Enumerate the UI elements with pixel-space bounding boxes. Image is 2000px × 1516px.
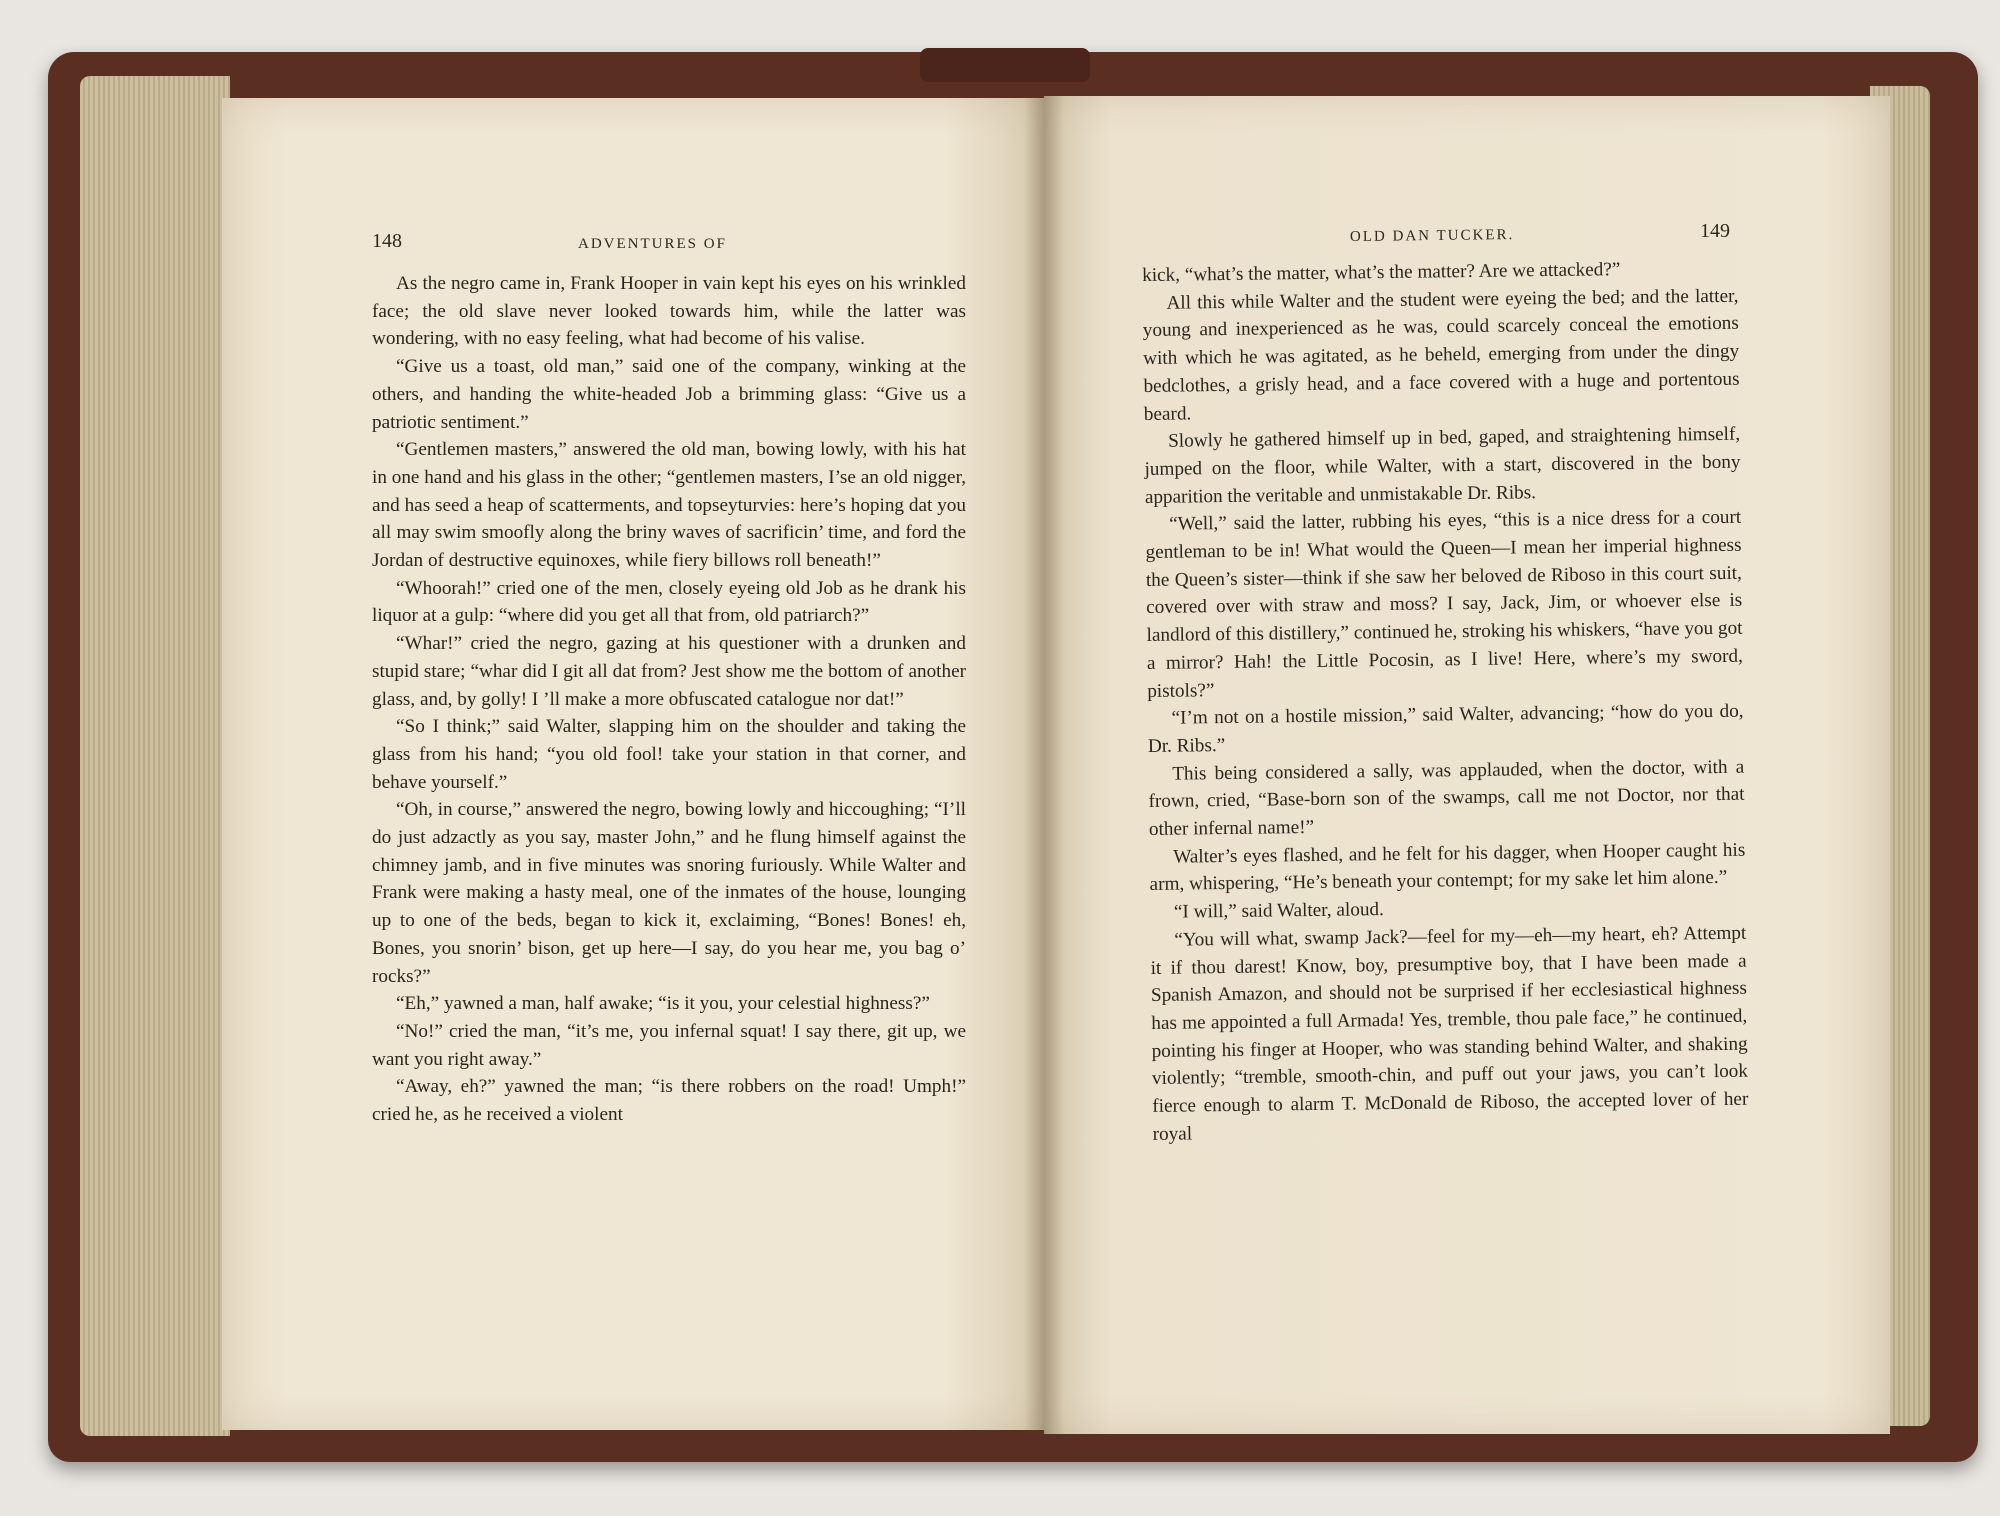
paragraph: kick, “what’s the matter, what’s the matter? Are we attacked?” xyxy=(1142,259,1621,286)
right-page-number: 149 xyxy=(1700,220,1730,242)
paragraph: “Gentlemen masters,” answered the old man, bowing lowly, with his hat in one hand and his glass in the other; “gentlemen masters, I’se an old nigger, and has seed a heap of scatterments, and topseyturvies: here’s hoping dat you all may swim smoofly along the briny waves of sacrificin’ time, and ford the Jordan of destructive equinoxes, while fiery billows roll beneath!” xyxy=(372,439,966,572)
left-running-head: ADVENTURES OF xyxy=(578,236,727,252)
paragraph: “Away, eh?” yawned the man; “is there robbers on the road! Umph!” cried he, as he received a violent xyxy=(372,1076,966,1126)
paragraph: Walter’s eyes flashed, and he felt for his dagger, when Hooper caught his arm, whispering, “He’s beneath your contempt; for my sake let him alone.” xyxy=(1149,839,1746,896)
left-page-number: 148 xyxy=(372,230,402,252)
paragraph: “I will,” said Walter, aloud. xyxy=(1173,899,1384,923)
spine-headband xyxy=(920,48,1090,82)
paragraph: Slowly he gathered himself up in bed, gaped, and straightening himself, jumped on the floor, while Walter, with a start, discovered in the bony apparition the veritable and unmistakable Dr. Ribs. xyxy=(1144,423,1741,508)
paragraph: This being considered a sally, was applauded, when the doctor, with a frown, cried, “Base-born son of the swamps, call me not Doctor, nor that other infernal name!” xyxy=(1148,756,1745,841)
left-page-text xyxy=(372,270,966,1129)
left-page-edges xyxy=(80,76,230,1436)
paragraph: “Well,” said the latter, rubbing his eyes, “this is a nice dress for a court gentleman to be in! What would the Queen—I mean her imperial highness the Queen’s sister—think if she saw her beloved de Riboso in this court suit, covered over with straw and moss? I say, Jack, Jim, or whoever else is landlord of this distillery,” continued he, stroking his whiskers, “have you got a mirror? Hah! the Little Pocosin, as I live! Here, where’s my sword, pistols?” xyxy=(1145,507,1743,702)
paragraph: “No!” cried the man, “it’s me, you infernal squat! I say there, git up, we want you right away.” xyxy=(372,1020,966,1070)
right-page-text xyxy=(1142,255,1749,1149)
paragraph: “So I think;” said Walter, slapping him on the shoulder and taking the glass from his hand; “you old fool! take your station in that corner, and behave yourself.” xyxy=(372,716,966,793)
paragraph: “I’m not on a hostile mission,” said Walter, advancing; “how do you do, Dr. Ribs.” xyxy=(1147,700,1744,757)
paragraph: “Oh, in course,” answered the negro, bowing lowly and hiccoughing; “I’ll do just adzactly as you say, master John,” and he flung himself against the chimney jamb, and in five minutes was snoring furiously. While Walter and Frank were making a hasty meal, one of the inmates of the house, lounging up to one of the beds, began to kick it, exclaiming, “Bones! Bones! eh, Bones, you snorin’ bison, get up here—I say, do you hear me, you bag o’ rocks?” xyxy=(372,799,966,987)
paragraph: All this while Walter and the student were eyeing the bed; and the latter, young and inexperienced as he was, could scarcely conceal the emotions with which he was agitated, as he beheld, emerging from under the dingy bedclothes, a grisly head, and a face covered with a huge and portentous beard. xyxy=(1142,285,1740,425)
book-gutter xyxy=(1024,96,1064,1436)
paragraph: As the negro came in, Frank Hooper in vain kept his eyes on his wrinkled face; the old slave never looked towards him, while the latter was wondering, with no easy feeling, what had become of his valise. xyxy=(372,273,966,350)
paragraph: “You will what, swamp Jack?—feel for my—eh—my heart, eh? Attempt it if thou darest! Know, boy, presumptive boy, that I have been made a Spanish Amazon, and should not be surprised if her ecclesiastical highness has me appointed a full Armada! Yes, tremble, thou pale face,” he continued, pointing his finger at Hooper, who was standing behind Walter, and shaking violently; “tremble, smooth-chin, and puff out your jaws, you can’t look fierce enough to alarm T. McDonald de Riboso, the accepted lover of her royal xyxy=(1150,922,1749,1145)
right-running-head: OLD DAN TUCKER. xyxy=(1349,226,1515,246)
paragraph: “Whoorah!” cried one of the men, closely eyeing old Job as he drank his liquor at a gulp: “where did you get all that from, old patriarch?” xyxy=(372,577,966,627)
paragraph: “Give us a toast, old man,” said one of the company, winking at the others, and handing the white-headed Job a brimming glass: “Give us a patriotic sentiment.” xyxy=(372,356,966,433)
paragraph: “Eh,” yawned a man, half awake; “is it you, your celestial highness?” xyxy=(396,993,930,1015)
paragraph: “Whar!” cried the negro, gazing at his questioner with a drunken and stupid stare; “whar did I git all dat from? Jest show me the bottom of another glass, and, by golly! I ’ll make a more obfuscated catalogue nor dat!” xyxy=(372,633,966,710)
